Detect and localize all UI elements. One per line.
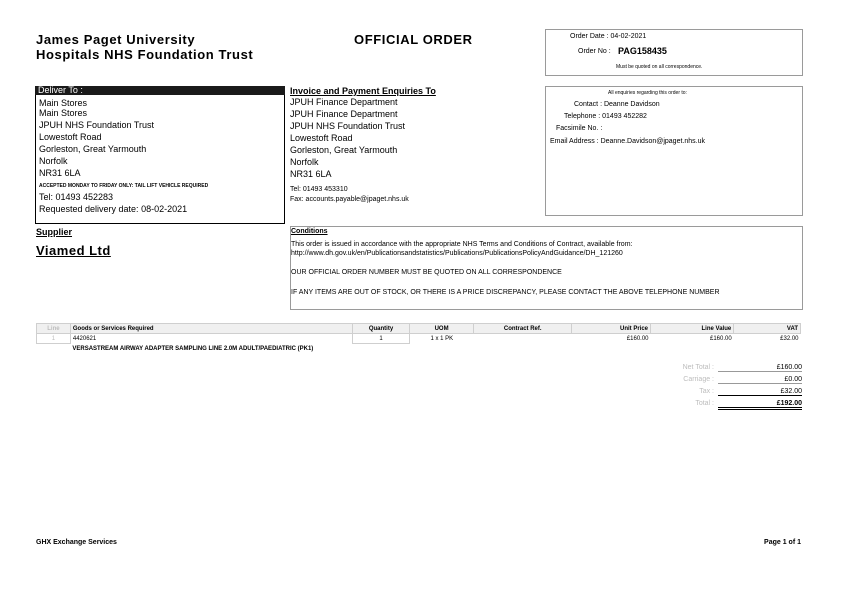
deliver-line: Norfolk bbox=[39, 156, 68, 166]
row-description: VERSASTREAM AIRWAY ADAPTER SAMPLING LINE 2.0M ADULT/PAEDIATRIC (PK1) bbox=[72, 345, 314, 352]
net-total-value: £160.00 bbox=[718, 364, 802, 372]
requested-delivery-date: Requested delivery date: 08-02-2021 bbox=[39, 204, 188, 214]
deliver-line: Gorleston, Great Yarmouth bbox=[39, 144, 147, 154]
deliver-address bbox=[39, 97, 208, 215]
org-line-2: Hospitals NHS Foundation Trust bbox=[36, 47, 254, 62]
carriage-label: Carriage : bbox=[683, 376, 714, 383]
invoice-line: JPUH NHS Foundation Trust bbox=[290, 121, 406, 131]
enquiries-telephone: Telephone : 01493 452282 bbox=[564, 113, 647, 120]
conditions-line-2: http://www.dh.gov.uk/en/Publicationsandstatistics/Publications/PublicationsPolicyAndGuidance/DH_121260 bbox=[291, 250, 623, 257]
enquiries-email: Email Address : Deanne.Davidson@jpaget.nhs.uk bbox=[550, 138, 705, 145]
invoice-line: NR31 6LA bbox=[290, 169, 332, 179]
order-info-box bbox=[545, 29, 803, 76]
enquiries-contact: Contact : Deanne Davidson bbox=[574, 101, 660, 108]
row-quantity: 1 bbox=[353, 334, 409, 344]
row-line: 1 bbox=[37, 334, 71, 344]
table-row bbox=[37, 334, 801, 344]
delivery-tel: Tel: 01493 452283 bbox=[39, 192, 114, 202]
enquiries-heading: All enquiries regarding this order to: bbox=[608, 90, 687, 96]
organisation-name bbox=[36, 32, 253, 62]
conditions-line-1: This order is issued in accordance with the appropriate NHS Terms and Conditions of Contract, available from: bbox=[291, 241, 633, 248]
enquiries-facsimile: Facsimile No. : bbox=[556, 125, 603, 132]
col-vat-header: VAT bbox=[734, 324, 801, 334]
delivery-note: ACCEPTED MONDAY TO FRIDAY ONLY: TAIL LIFT VEHICLE REQUIRED bbox=[39, 183, 209, 189]
row-uom: 1 x 1 PK bbox=[430, 335, 454, 342]
supplier-name: Viamed Ltd bbox=[36, 243, 111, 258]
document-title: OFFICIAL ORDER bbox=[354, 32, 473, 47]
order-number: PAG158435 bbox=[618, 46, 667, 56]
deliver-line: Lowestoft Road bbox=[39, 132, 102, 142]
quote-note: Must be quoted on all correspondence. bbox=[616, 64, 703, 70]
col-uom-header: UOM bbox=[409, 324, 474, 334]
deliver-line: Main Stores bbox=[39, 98, 88, 108]
conditions-heading: Conditions bbox=[291, 228, 328, 235]
tax-label: Tax : bbox=[699, 388, 714, 395]
deliver-line: JPUH NHS Foundation Trust bbox=[39, 120, 155, 130]
footer-left: GHX Exchange Services bbox=[36, 539, 117, 546]
col-unit-price-header: Unit Price bbox=[571, 324, 650, 334]
invoice-line: Norfolk bbox=[290, 157, 319, 167]
order-items-table bbox=[36, 323, 801, 353]
col-line-header: Line bbox=[37, 324, 71, 334]
invoice-block bbox=[290, 86, 436, 203]
order-number-label: Order No : bbox=[578, 48, 611, 55]
tax-value: £32.00 bbox=[718, 388, 802, 396]
supplier-heading: Supplier bbox=[36, 227, 73, 237]
conditions-line-3: OUR OFFICIAL ORDER NUMBER MUST BE QUOTED ON ALL CORRESPONDENCE bbox=[291, 269, 562, 276]
row-vat: £32.00 bbox=[780, 335, 799, 342]
deliver-line: NR31 6LA bbox=[39, 168, 81, 178]
page-number: Page 1 of 1 bbox=[764, 539, 801, 546]
order-date: Order Date : 04-02-2021 bbox=[570, 33, 647, 40]
total-value: £192.00 bbox=[718, 400, 802, 410]
invoice-heading: Invoice and Payment Enquiries To bbox=[290, 86, 436, 96]
row-contract bbox=[474, 334, 572, 344]
invoice-line: Lowestoft Road bbox=[290, 133, 353, 143]
invoice-line: Gorleston, Great Yarmouth bbox=[290, 145, 398, 155]
invoice-line: JPUH Finance Department bbox=[290, 109, 398, 119]
invoice-tel: Tel: 01493 453310 bbox=[290, 186, 348, 193]
row-code: 4420621 bbox=[72, 335, 97, 342]
table-header-row bbox=[37, 324, 801, 334]
conditions-line-4: IF ANY ITEMS ARE OUT OF STOCK, OR THERE IS A PRICE DISCREPANCY, PLEASE CONTACT THE ABOVE TELEPHONE NUMBER bbox=[291, 289, 720, 296]
invoice-line: JPUH Finance Department bbox=[290, 97, 398, 107]
row-unit-price: £160.00 bbox=[626, 335, 649, 342]
deliver-to-heading: Deliver To : bbox=[35, 86, 285, 95]
net-total-label: Net Total : bbox=[682, 364, 714, 371]
total-label: Total : bbox=[695, 400, 714, 407]
deliver-line: Main Stores bbox=[39, 108, 88, 118]
col-contract-header: Contract Ref. bbox=[474, 324, 572, 334]
col-quantity-header: Quantity bbox=[353, 324, 409, 334]
col-line-value-header: Line Value bbox=[651, 324, 734, 334]
col-goods-header: Goods or Services Required bbox=[70, 324, 352, 334]
org-line-1: James Paget University bbox=[36, 32, 196, 47]
carriage-value: £0.00 bbox=[718, 376, 802, 384]
enquiries-box bbox=[545, 86, 803, 216]
table-row-description bbox=[37, 344, 801, 354]
conditions-box bbox=[290, 226, 803, 310]
invoice-fax: Fax: accounts.payable@jpaget.nhs.uk bbox=[290, 196, 409, 203]
row-line-value: £160.00 bbox=[710, 335, 732, 342]
